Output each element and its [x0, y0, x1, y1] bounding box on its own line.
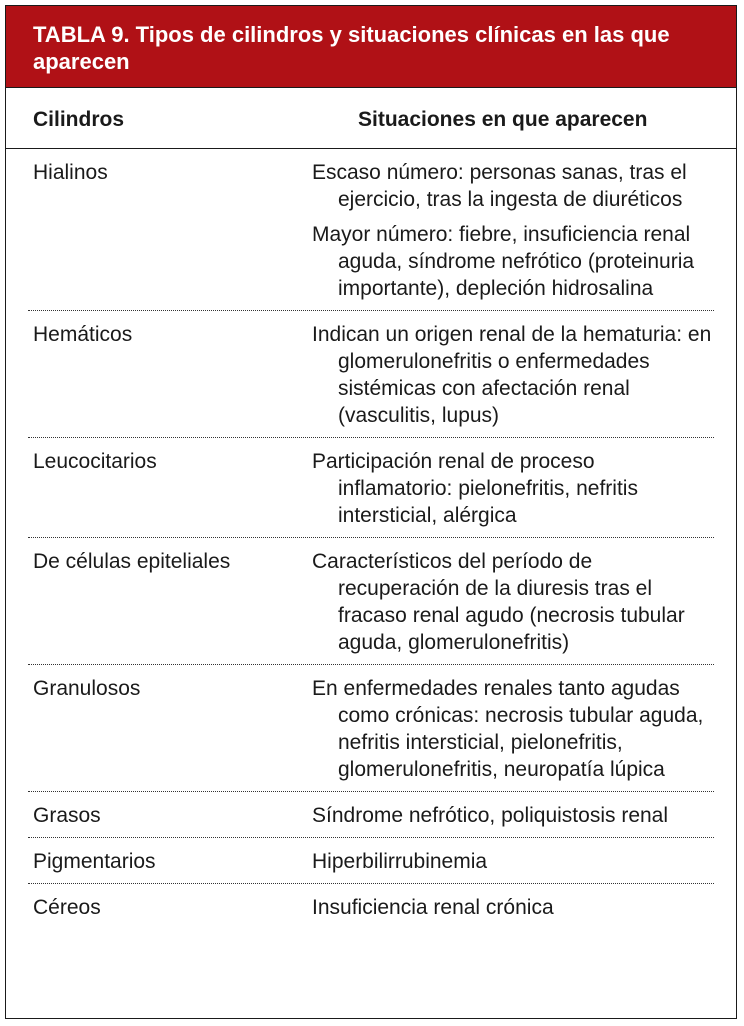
situations-cell — [312, 438, 714, 537]
header-situaciones: Situaciones en que aparecen — [358, 108, 648, 131]
situation-text: Hiperbilirrubinemia — [312, 850, 488, 873]
cylinder-type: Céreos — [33, 896, 101, 919]
situation-text: Síndrome nefrótico, poliquistosis renal — [312, 804, 669, 827]
situation-text: Característicos del período de recuperación de la diuresis tras el fracaso renal agudo (necrosis tubular aguda, glomerulonefritis) — [312, 550, 685, 654]
cylinder-type: De células epiteliales — [33, 550, 231, 573]
situations-cell — [312, 665, 714, 791]
situation-text: Mayor número: fiebre, insuficiencia renal aguda, síndrome nefrótico (proteinuria importante), depleción hidrosalina — [312, 223, 695, 300]
situations-cell — [312, 838, 714, 883]
table-header — [6, 87, 736, 149]
situation-text: Participación renal de proceso inflamatorio: pielonefritis, nefritis intersticial, alérgica — [312, 450, 638, 527]
cylinder-type: Hialinos — [33, 161, 108, 184]
situations-cell — [312, 792, 714, 837]
cylinder-type: Grasos — [33, 804, 101, 827]
table-row — [28, 838, 714, 884]
situations-cell — [312, 884, 714, 929]
table-row — [28, 149, 714, 311]
table-title: TABLA 9. Tipos de cilindros y situaciones clínicas en las que aparecen — [6, 6, 736, 87]
cylinder-type: Hemáticos — [33, 323, 133, 346]
table-row — [28, 438, 714, 538]
situation-text: En enfermedades renales tanto agudas como crónicas: necrosis tubular aguda, nefritis intersticial, pielonefritis, glomerulonefritis, neuropatía lúpica — [312, 677, 704, 781]
cylinder-type: Pigmentarios — [33, 850, 156, 873]
situations-cell — [312, 149, 714, 310]
table-row — [28, 665, 714, 792]
cylinder-type: Leucocitarios — [33, 450, 157, 473]
header-cilindros: Cilindros — [33, 108, 125, 131]
cylinder-type: Granulosos — [33, 677, 141, 700]
clinical-table — [5, 5, 737, 1019]
table-row — [28, 792, 714, 838]
table-row — [28, 311, 714, 438]
table-row — [28, 884, 714, 929]
table-body — [6, 149, 736, 929]
situation-text: Escaso número: personas sanas, tras el ejercicio, tras la ingesta de diuréticos — [312, 161, 687, 211]
situation-text: Indican un origen renal de la hematuria: en glomerulonefritis o enfermedades sistémicas con afectación renal (vasculitis, lupus) — [312, 323, 712, 427]
situation-text: Insuficiencia renal crónica — [312, 896, 554, 919]
situations-cell — [312, 538, 714, 664]
situations-cell — [312, 311, 714, 437]
table-row — [28, 538, 714, 665]
